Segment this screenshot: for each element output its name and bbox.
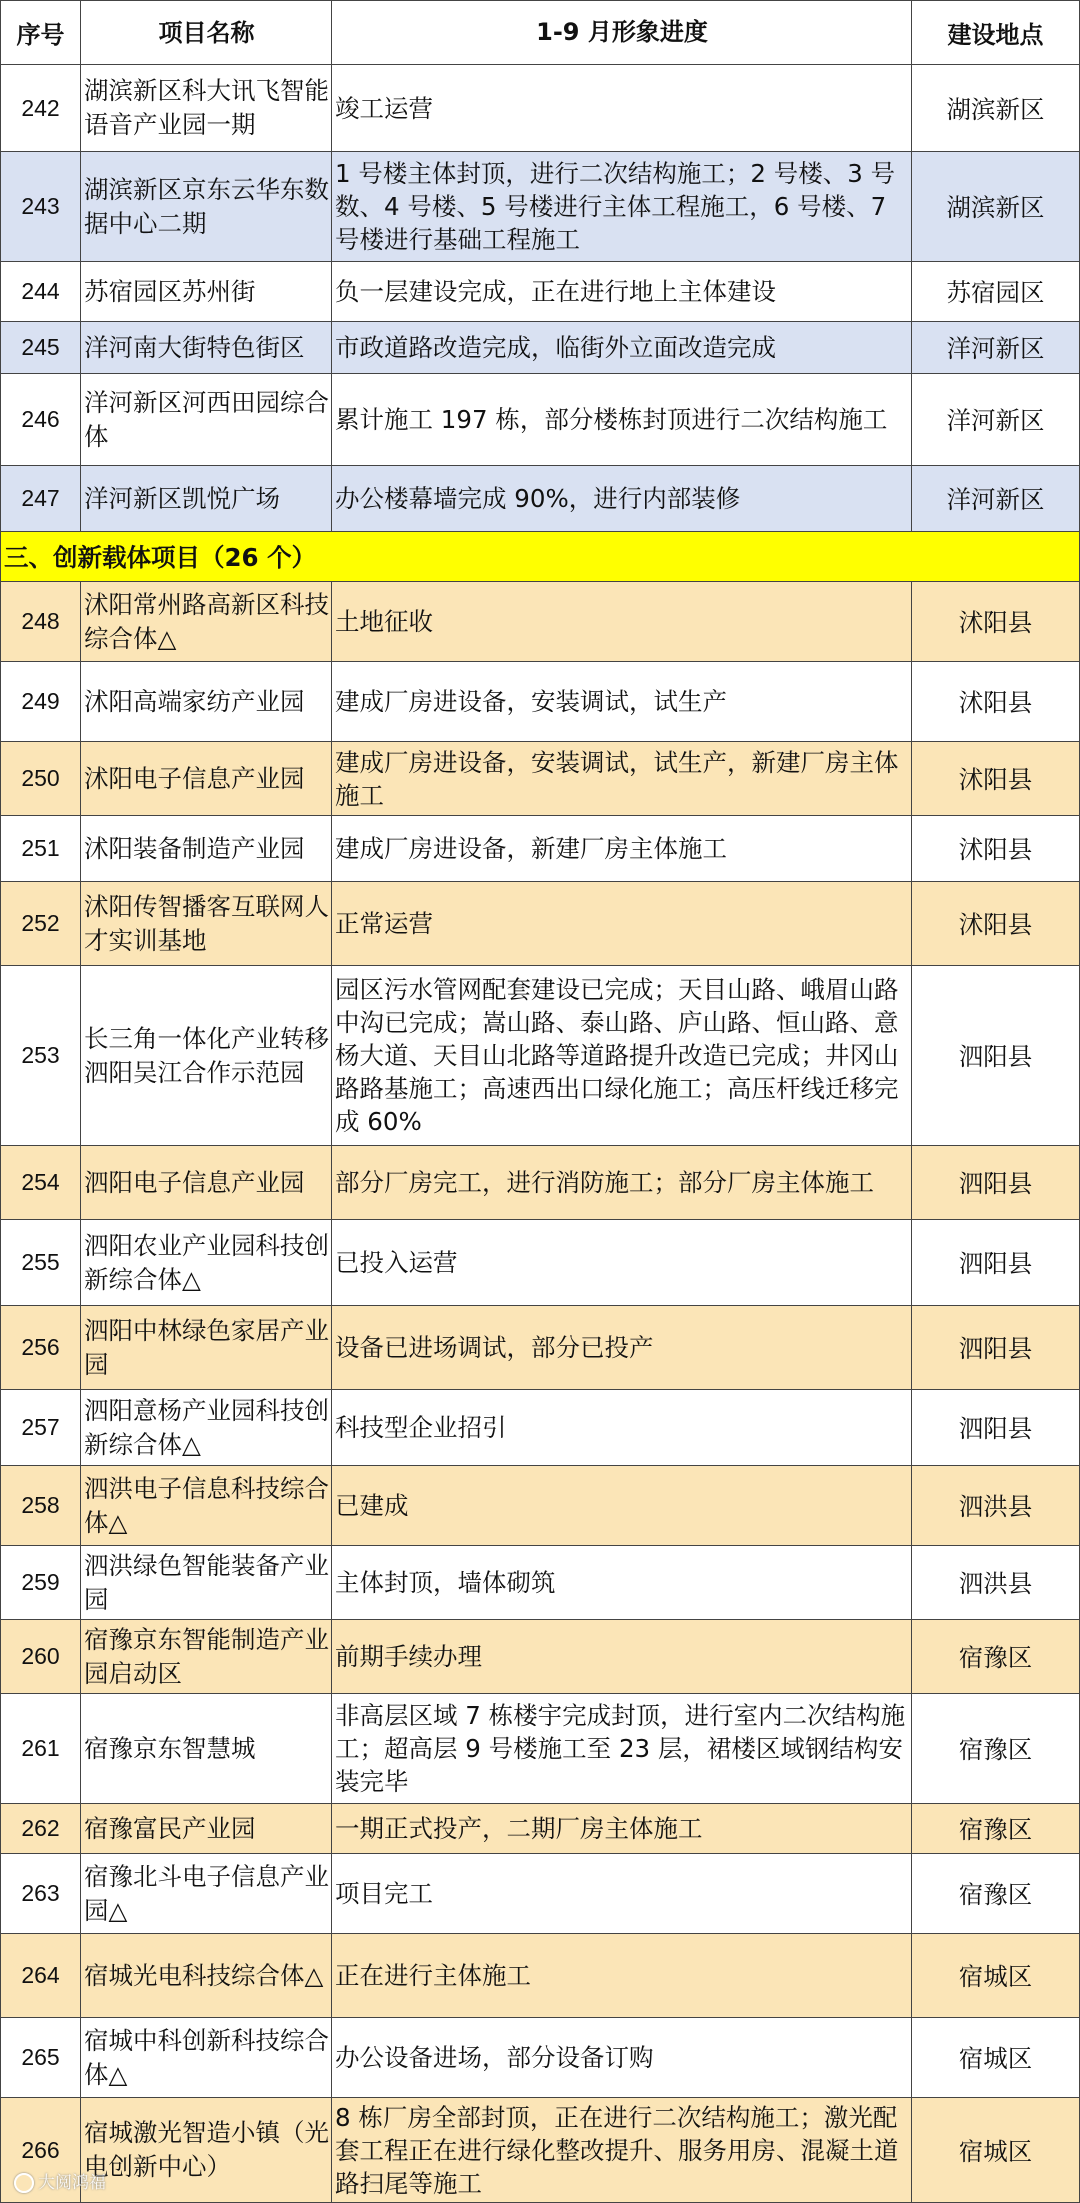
row-progress-text: 竣工运营	[335, 93, 433, 123]
header-location: 建设地点	[912, 0, 1080, 65]
row-location	[912, 322, 1080, 374]
row-progress	[332, 1306, 912, 1390]
row-name-text: 泗阳意杨产业园科技创新综合体△	[84, 1395, 329, 1459]
table-row	[0, 1934, 1080, 2018]
row-progress-text: 部分厂房完工，进行消防施工；部分厂房主体施工	[335, 1168, 874, 1197]
row-progress-text: 办公设备进场，部分设备订购	[335, 2043, 654, 2072]
table-row	[0, 1804, 1080, 1854]
row-progress	[332, 1466, 912, 1546]
row-progress-text: 正在进行主体施工	[335, 1961, 531, 1990]
row-name	[81, 322, 332, 374]
table-header	[0, 0, 1080, 65]
row-name-text: 湖滨新区京东云华东数据中心二期	[84, 174, 329, 238]
row-progress	[332, 152, 912, 262]
table-row	[0, 152, 1080, 262]
row-progress-text: 主体封顶，墙体砌筑	[335, 1568, 556, 1597]
row-name	[81, 262, 332, 322]
row-progress-text: 土地征收	[335, 607, 433, 636]
row-name-text: 宿城光电科技综合体△	[84, 1960, 324, 1990]
row-no	[0, 322, 81, 374]
row-no-text: 245	[21, 334, 60, 360]
row-name	[81, 466, 332, 532]
row-progress	[332, 374, 912, 466]
row-name-text: 宿豫富民产业园	[84, 1813, 256, 1843]
row-progress	[332, 966, 912, 1146]
row-no	[0, 742, 81, 816]
row-location	[912, 374, 1080, 466]
row-location-text: 苏宿园区	[946, 278, 1045, 307]
row-progress-text: 园区污水管网配套建设已完成；天目山路、峨眉山路中沟已完成；嵩山路、泰山路、庐山路、恒山路、意杨大道、天目山北路等道路提升改造已完成；井冈山路路基施工；高速西出口绿化施工；高压杆线迁移完成 60%	[335, 975, 899, 1136]
row-name-text: 泗阳中林绿色家居产业园	[84, 1315, 329, 1379]
row-progress	[332, 466, 912, 532]
table-row	[0, 1390, 1080, 1466]
row-no-text: 251	[21, 835, 60, 861]
row-no-text: 266	[21, 2136, 60, 2163]
row-progress-text: 已投入运营	[335, 1248, 458, 1277]
row-location-text: 宿城区	[958, 1962, 1033, 1991]
row-name	[81, 1146, 332, 1220]
row-name-text: 宿豫北斗电子信息产业园△	[84, 1861, 329, 1925]
row-name-text: 宿城激光智造小镇（光电创新中心）	[84, 2118, 329, 2181]
row-location	[912, 1620, 1080, 1694]
watermark	[14, 2168, 106, 2193]
row-no	[0, 1466, 81, 1546]
row-location-text: 泗阳县	[958, 1169, 1033, 1198]
row-no-text: 261	[21, 1735, 60, 1761]
row-name-text: 宿豫京东智慧城	[84, 1733, 256, 1763]
row-no	[0, 662, 81, 742]
row-no	[0, 65, 81, 152]
row-progress	[332, 262, 912, 322]
header-progress: 1-9 月形象进度	[332, 0, 912, 65]
row-no-text: 265	[21, 2044, 60, 2070]
row-progress-text: 项目完工	[335, 1879, 433, 1908]
row-location-text: 沭阳县	[958, 608, 1033, 637]
row-location	[912, 1390, 1080, 1466]
row-progress-text: 建成厂房进设备，安装调试，试生产，新建厂房主体施工	[335, 747, 899, 810]
row-name-text: 泗阳电子信息产业园	[84, 1167, 305, 1197]
row-name-text: 洋河南大街特色街区	[84, 332, 305, 362]
row-progress	[332, 1854, 912, 1934]
row-location	[912, 1694, 1080, 1804]
row-no-text: 242	[21, 94, 60, 121]
row-progress	[332, 2018, 912, 2098]
row-location	[912, 1546, 1080, 1620]
row-location	[912, 1934, 1080, 2018]
row-name-text: 长三角一体化产业转移泗阳吴江合作示范园	[84, 1023, 329, 1087]
row-name-text: 沭阳常州路高新区科技综合体△	[84, 589, 329, 653]
row-no	[0, 1390, 81, 1466]
row-name	[81, 65, 332, 152]
row-location	[912, 1466, 1080, 1546]
row-location-text: 泗阳县	[958, 1042, 1033, 1071]
row-location	[912, 152, 1080, 262]
row-progress	[332, 1934, 912, 2018]
row-name-text: 沭阳电子信息产业园	[84, 763, 305, 793]
row-name-text: 沭阳高端家纺产业园	[84, 686, 305, 716]
row-name	[81, 1466, 332, 1546]
table-row	[0, 966, 1080, 1146]
row-location	[912, 466, 1080, 532]
table-row	[0, 466, 1080, 532]
row-name-text: 泗洪绿色智能装备产业园	[84, 1550, 329, 1614]
section-heading: 三、创新载体项目（26 个）	[0, 532, 1080, 582]
table-row	[0, 1694, 1080, 1804]
row-no	[0, 1804, 81, 1854]
row-no-text: 246	[21, 406, 60, 432]
row-location-text: 宿豫区	[958, 1643, 1033, 1672]
row-progress-text: 负一层建设完成，正在进行地上主体建设	[335, 277, 776, 306]
row-no-text: 244	[21, 278, 60, 304]
table-row	[0, 816, 1080, 882]
table-row	[0, 882, 1080, 966]
row-name	[81, 662, 332, 742]
row-no	[0, 882, 81, 966]
row-progress-text: 一期正式投产，二期厂房主体施工	[335, 1814, 703, 1843]
row-progress	[332, 742, 912, 816]
row-progress	[332, 582, 912, 662]
row-no-text: 258	[21, 1492, 60, 1518]
row-location-text: 沭阳县	[958, 835, 1033, 864]
row-name-text: 洋河新区河西田园综合体	[84, 387, 329, 451]
row-name	[81, 1220, 332, 1306]
table-row	[0, 1854, 1080, 1934]
row-location-text: 泗洪县	[958, 1569, 1033, 1598]
row-progress-text: 已建成	[335, 1491, 409, 1520]
row-progress-text: 正常运营	[335, 909, 433, 938]
table-row	[0, 662, 1080, 742]
row-location-text: 洋河新区	[946, 485, 1045, 514]
row-name-text: 洋河新区凯悦广场	[84, 483, 280, 513]
row-name-text: 沭阳传智播客互联网人才实训基地	[84, 891, 329, 955]
row-no	[0, 1306, 81, 1390]
row-location-text: 沭阳县	[958, 688, 1033, 717]
table-row	[0, 65, 1080, 152]
row-name-text: 湖滨新区科大讯飞智能语音产业园一期	[84, 76, 329, 139]
table-row	[0, 2098, 1080, 2203]
row-name-text: 泗阳农业产业园科技创新综合体△	[84, 1230, 329, 1294]
row-progress	[332, 1390, 912, 1466]
row-no	[0, 262, 81, 322]
row-no	[0, 1546, 81, 1620]
row-no	[0, 1620, 81, 1694]
row-name	[81, 2098, 332, 2203]
row-no	[0, 1220, 81, 1306]
table-row	[0, 1546, 1080, 1620]
row-no	[0, 1854, 81, 1934]
row-name	[81, 1694, 332, 1804]
row-location	[912, 1854, 1080, 1934]
row-progress-text: 建成厂房进设备，新建厂房主体施工	[335, 834, 727, 863]
row-location	[912, 816, 1080, 882]
row-no	[0, 374, 81, 466]
row-name	[81, 1390, 332, 1466]
row-location-text: 沭阳县	[958, 910, 1033, 939]
row-progress	[332, 816, 912, 882]
row-location	[912, 1306, 1080, 1390]
row-progress	[332, 65, 912, 152]
row-location-text: 湖滨新区	[946, 193, 1045, 222]
row-progress	[332, 1620, 912, 1694]
row-no	[0, 1694, 81, 1804]
row-no-text: 253	[21, 1042, 60, 1068]
row-name	[81, 742, 332, 816]
row-no-text: 254	[21, 1169, 60, 1195]
row-location-text: 洋河新区	[946, 406, 1045, 435]
row-no	[0, 816, 81, 882]
row-no-text: 259	[21, 1569, 60, 1595]
row-no-text: 248	[21, 608, 60, 634]
row-progress	[332, 882, 912, 966]
table-row	[0, 742, 1080, 816]
row-no-text: 263	[21, 1880, 60, 1906]
row-progress	[332, 322, 912, 374]
row-progress-text: 科技型企业招引	[335, 1413, 507, 1442]
row-progress-text: 市政道路改造完成，临街外立面改造完成	[335, 333, 776, 362]
row-location	[912, 662, 1080, 742]
row-progress-text: 设备已进场调试，部分已投产	[335, 1333, 654, 1362]
row-progress-text: 累计施工 197 栋，部分楼栋封顶进行二次结构施工	[335, 405, 888, 434]
row-no	[0, 2018, 81, 2098]
table-row	[0, 2018, 1080, 2098]
row-location-text: 泗洪县	[958, 1492, 1033, 1521]
row-location-text: 宿城区	[958, 2044, 1033, 2073]
row-location	[912, 1146, 1080, 1220]
row-name	[81, 1854, 332, 1934]
table-row	[0, 374, 1080, 466]
row-location	[912, 2018, 1080, 2098]
row-name	[81, 1620, 332, 1694]
row-name	[81, 152, 332, 262]
row-name-text: 沭阳装备制造产业园	[84, 833, 305, 863]
row-no	[0, 582, 81, 662]
table-row	[0, 1620, 1080, 1694]
header-no: 序号	[0, 0, 81, 65]
row-progress	[332, 1220, 912, 1306]
row-location-text: 宿豫区	[958, 1880, 1033, 1909]
row-location-text: 沭阳县	[958, 765, 1033, 794]
row-no	[0, 966, 81, 1146]
row-location	[912, 742, 1080, 816]
row-location	[912, 65, 1080, 152]
row-progress-text: 非高层区域 7 栋楼宇完成封顶，进行室内二次结构施工；超高层 9 号楼施工至 23 层，裙楼区域钢结构安装完毕	[335, 1701, 906, 1796]
row-name	[81, 374, 332, 466]
row-no-text: 247	[21, 485, 60, 511]
row-progress	[332, 662, 912, 742]
row-name	[81, 1934, 332, 2018]
row-location-text: 宿城区	[958, 2136, 1033, 2166]
watermark-icon	[14, 2173, 34, 2193]
row-progress-text: 8 栋厂房全部封顶，正在进行二次结构施工；激光配套工程正在进行绿化整改提升、服务用房、混凝土道路扫尾等施工	[335, 2102, 899, 2198]
row-no-text: 249	[21, 688, 60, 714]
header-name: 项目名称	[81, 0, 332, 65]
row-location	[912, 582, 1080, 662]
row-location	[912, 966, 1080, 1146]
row-location-text: 泗阳县	[958, 1334, 1033, 1363]
row-progress	[332, 1146, 912, 1220]
row-name-text: 宿城中科创新科技综合体△	[84, 2025, 329, 2089]
row-no-text: 252	[21, 910, 60, 936]
row-name	[81, 1546, 332, 1620]
row-name	[81, 966, 332, 1146]
table-row	[0, 1146, 1080, 1220]
row-location-text: 洋河新区	[946, 334, 1045, 363]
row-no-text: 256	[21, 1334, 60, 1360]
row-no-text: 262	[21, 1815, 60, 1841]
row-no	[0, 1146, 81, 1220]
row-name	[81, 882, 332, 966]
row-no-text: 243	[21, 193, 60, 219]
row-name	[81, 1306, 332, 1390]
row-location-text: 宿豫区	[958, 1735, 1033, 1764]
table-row	[0, 262, 1080, 322]
row-no-text: 255	[21, 1249, 60, 1275]
row-location	[912, 1804, 1080, 1854]
row-name-text: 宿豫京东智能制造产业园启动区	[84, 1624, 329, 1688]
row-no-text: 264	[21, 1962, 60, 1988]
row-location-text: 泗阳县	[958, 1414, 1033, 1443]
table-row	[0, 582, 1080, 662]
row-progress	[332, 1804, 912, 1854]
row-progress	[332, 1694, 912, 1804]
row-name-text: 泗洪电子信息科技综合体△	[84, 1473, 329, 1537]
row-name-text: 苏宿园区苏州街	[84, 276, 256, 306]
row-name	[81, 582, 332, 662]
row-name	[81, 2018, 332, 2098]
row-no	[0, 1934, 81, 2018]
row-progress-text: 办公楼幕墙完成 90%，进行内部装修	[335, 484, 741, 513]
row-progress	[332, 1546, 912, 1620]
watermark-text: 大阅鸿福	[38, 2173, 106, 2193]
row-progress	[332, 2098, 912, 2203]
table-row	[0, 1466, 1080, 1546]
row-location-text: 湖滨新区	[946, 94, 1045, 124]
row-no-text: 250	[21, 765, 60, 791]
row-location	[912, 2098, 1080, 2203]
row-location	[912, 882, 1080, 966]
table-row	[0, 1220, 1080, 1306]
row-location-text: 宿豫区	[958, 1815, 1033, 1844]
row-location-text: 泗阳县	[958, 1249, 1033, 1278]
row-location	[912, 1220, 1080, 1306]
row-progress-text: 前期手续办理	[335, 1642, 482, 1671]
row-no-text: 260	[21, 1643, 60, 1669]
row-name	[81, 816, 332, 882]
table-row	[0, 322, 1080, 374]
row-progress-text: 1 号楼主体封顶，进行二次结构施工；2 号楼、3 号数、4 号楼、5 号楼进行主体工程施工，6 号楼、7 号楼进行基础工程施工	[335, 159, 896, 254]
table-row	[0, 1306, 1080, 1390]
row-progress-text: 建成厂房进设备，安装调试，试生产	[335, 687, 727, 716]
row-name	[81, 1804, 332, 1854]
row-location	[912, 262, 1080, 322]
row-no	[0, 152, 81, 262]
row-no	[0, 466, 81, 532]
row-no-text: 257	[21, 1414, 60, 1440]
